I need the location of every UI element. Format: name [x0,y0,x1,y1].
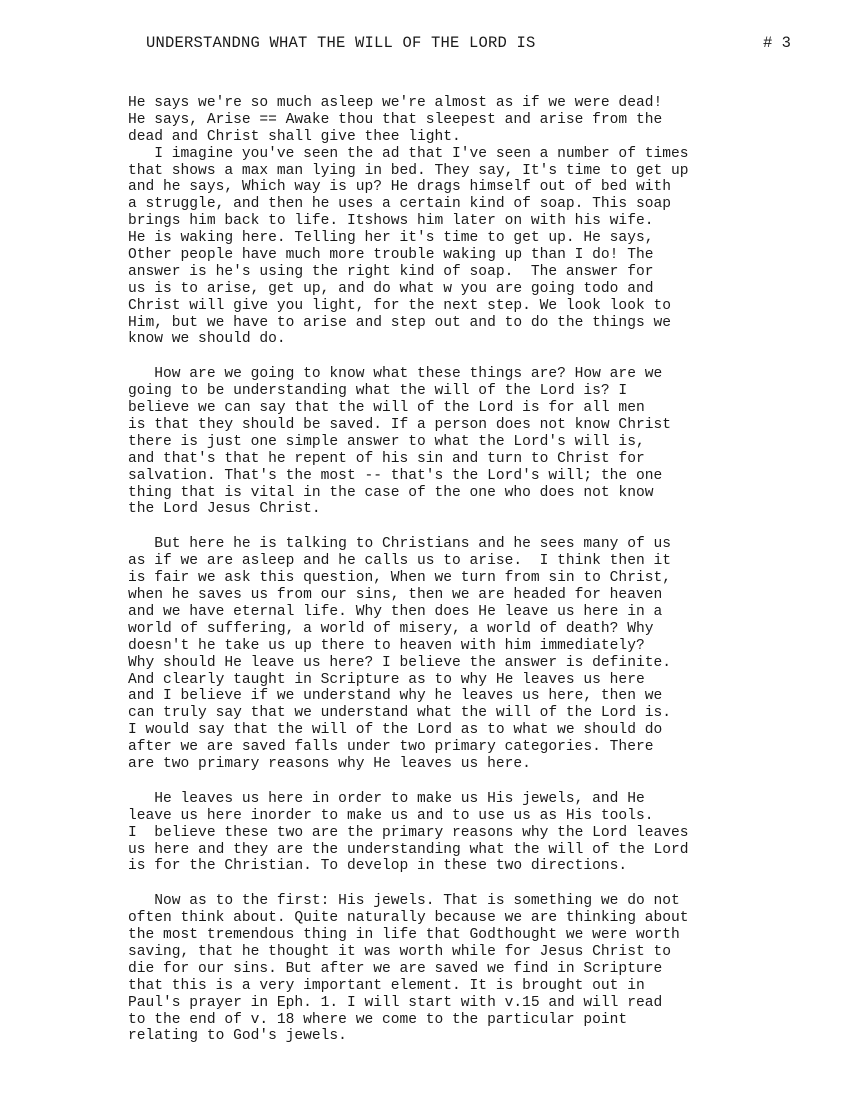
page-title: UNDERSTANDNG WHAT THE WILL OF THE LORD IS [146,34,536,52]
text-line: and I believe if we understand why he leaves us here, then we [128,688,663,705]
text-line: And clearly taught in Scripture as to why He leaves us here [128,671,645,688]
text-line: and that's that he repent of his sin and turn to Christ for [128,450,645,467]
text-line: the most tremendous thing in life that Godthought we were worth [128,927,680,944]
text-line: I would say that the will of the Lord as to what we should do [128,722,663,739]
text-line: world of suffering, a world of misery, a world of death? Why [128,620,654,637]
text-line: and he says, Which way is up? He drags himself out of bed with [128,179,671,196]
text-line: saving, that he thought it was worth while for Jesus Christ to [128,943,671,960]
text-line: I believe these two are the primary reasons why the Lord leaves [128,824,689,841]
text-line: die for our sins. But after we are saved we find in Scripture [128,960,663,977]
paragraph [128,791,828,875]
text-line: is fair we ask this question, When we turn from sin to Christ, [128,570,671,587]
text-line: often think about. Quite naturally because we are thinking about [128,910,689,927]
text-line: Other people have much more trouble waking up than I do! The [128,247,654,264]
text-line: going to be understanding what the will of the Lord is? I [128,383,628,400]
text-line: answer is he's using the right kind of soap. The answer for [128,263,654,280]
text-line: Why should He leave us here? I believe the answer is definite. [128,654,671,671]
text-line: He is waking here. Telling her it's time to get up. He says, [128,230,654,247]
paragraph [128,95,828,348]
paragraph [128,366,828,518]
text-line: a struggle, and then he uses a certain kind of soap. This soap [128,196,671,213]
text-line: relating to God's jewels. [128,1028,347,1045]
page-number: # 3 [763,34,791,52]
text-line: believe we can say that the will of the Lord is for all men [128,400,645,417]
text-line: the Lord Jesus Christ. [128,501,321,518]
text-line: as if we are asleep and he calls us to arise. I think then it [128,553,671,570]
text-line: that shows a max man lying in bed. They say, It's time to get up [128,162,689,179]
text-line: He leaves us here in order to make us His jewels, and He [128,790,645,807]
text-line: is for the Christian. To develop in these two directions. [128,858,628,875]
text-line: that this is a very important element. It is brought out in [128,977,645,994]
text-line: Now as to the first: His jewels. That is something we do not [128,893,680,910]
text-line: Him, but we have to arise and step out and to do the things we [128,314,671,331]
text-line: can truly say that we understand what the will of the Lord is. [128,705,671,722]
body-text [128,95,828,1063]
paragraph [128,536,828,772]
text-line: thing that is vital in the case of the one who does not know [128,484,654,501]
paragraph [128,893,828,1045]
text-line: when he saves us from our sins, then we are headed for heaven [128,587,663,604]
text-line: How are we going to know what these things are? How are we [128,366,663,383]
text-line: He says, Arise == Awake thou that sleepest and arise from the [128,111,663,128]
text-line: leave us here inorder to make us and to use us as His tools. [128,807,654,824]
text-line: doesn't he take us up there to heaven with him immediately? [128,637,645,654]
text-line: Paul's prayer in Eph. 1. I will start with v.15 and will read [128,994,663,1011]
text-line: dead and Christ shall give thee light. [128,128,461,145]
text-line: I imagine you've seen the ad that I've seen a number of times [128,145,689,162]
text-line: salvation. That's the most -- that's the Lord's will; the one [128,467,663,484]
text-line: know we should do. [128,331,286,348]
text-line: us here and they are the understanding what the will of the Lord [128,841,689,858]
text-line: and we have eternal life. Why then does He leave us here in a [128,603,663,620]
text-line: Christ will give you light, for the next step. We look look to [128,297,671,314]
text-line: there is just one simple answer to what the Lord's will is, [128,433,645,450]
text-line: is that they should be saved. If a person does not know Christ [128,417,671,434]
text-line: He says we're so much asleep we're almost as if we were dead! [128,95,663,111]
text-line: to the end of v. 18 where we come to the particular point [128,1011,628,1028]
text-line: But here he is talking to Christians and he sees many of us [128,536,671,553]
text-line: brings him back to life. Itshows him later on with his wife. [128,213,654,230]
text-line: us is to arise, get up, and do what w you are going todo and [128,280,654,297]
text-line: after we are saved falls under two primary categories. There [128,739,654,756]
text-line: are two primary reasons why He leaves us here. [128,755,531,772]
